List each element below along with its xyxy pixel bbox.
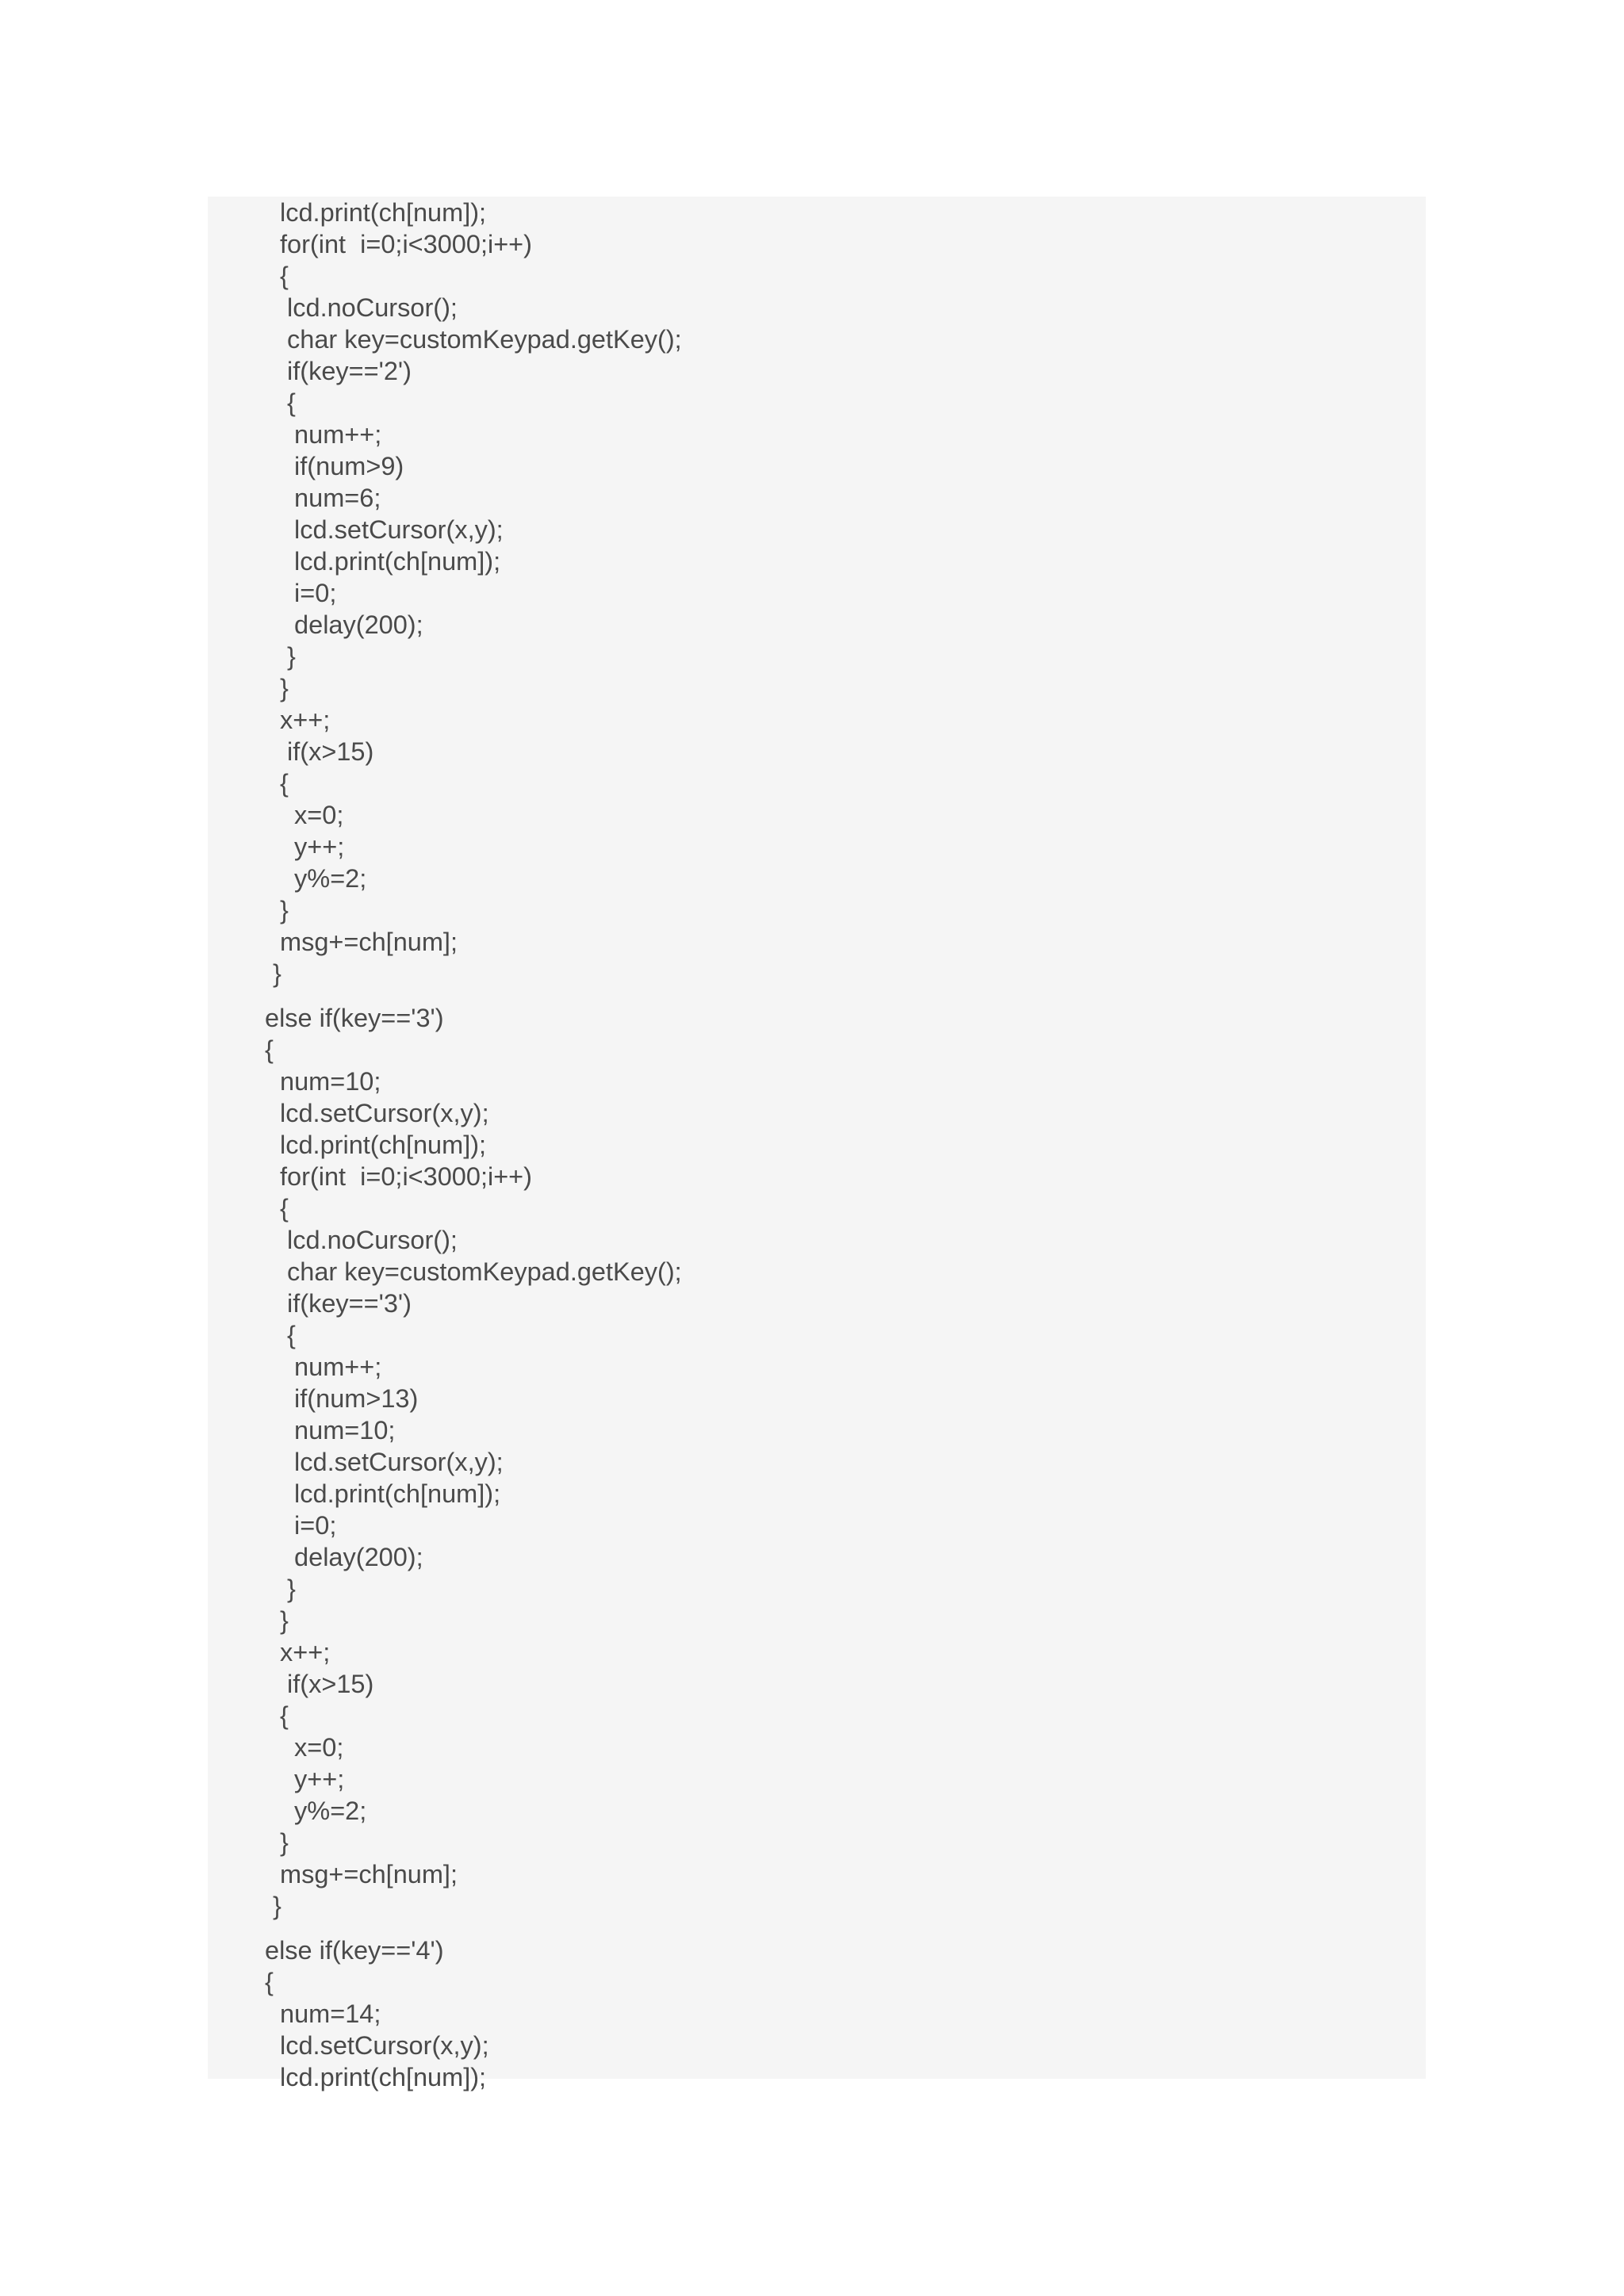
code-line: lcd.setCursor(x,y); — [280, 2031, 489, 2060]
code-line: if(num>13) — [280, 1384, 419, 1413]
code-line: lcd.noCursor(); — [280, 1226, 458, 1254]
code-line: } — [273, 1892, 282, 1920]
code-line: y%=2; — [280, 864, 367, 893]
code-line: { — [280, 1194, 289, 1223]
code-line: lcd.setCursor(x,y); — [280, 1099, 489, 1127]
code-line: lcd.print(ch[num]); — [280, 198, 487, 227]
code-line: for(int i=0;i<3000;i++) — [280, 1162, 532, 1191]
code-line: if(num>9) — [280, 452, 404, 480]
code-line: { — [265, 1968, 274, 1996]
code-line: msg+=ch[num]; — [280, 928, 458, 956]
code-line: delay(200); — [280, 1543, 423, 1571]
code-line: else if(key=='3') — [265, 1004, 444, 1032]
code-line: if(key=='2') — [280, 357, 412, 385]
code-line: x=0; — [280, 801, 344, 829]
code-block — [208, 197, 1426, 2091]
code-line: } — [280, 1575, 296, 1603]
code-line: lcd.print(ch[num]); — [280, 1479, 501, 1508]
code-line: { — [280, 1321, 296, 1349]
code-line: lcd.print(ch[num]); — [280, 2063, 487, 2091]
code-line: } — [280, 1606, 289, 1635]
code-line: lcd.setCursor(x,y); — [280, 515, 504, 544]
code-line: char key=customKeypad.getKey(); — [280, 325, 682, 354]
code-line: } — [280, 674, 289, 702]
code-line: for(int i=0;i<3000;i++) — [280, 230, 532, 258]
code-line: if(x>15) — [280, 1670, 374, 1698]
code-line: msg+=ch[num]; — [280, 1860, 458, 1888]
code-line: } — [280, 642, 296, 671]
code-line: num++; — [280, 420, 382, 449]
code-line: num++; — [280, 1353, 382, 1381]
code-line: i=0; — [280, 579, 337, 607]
code-line: { — [280, 769, 289, 798]
code-line: } — [273, 959, 282, 988]
code-line: num=10; — [280, 1067, 381, 1096]
code-line: if(key=='3') — [280, 1289, 412, 1318]
code-line: lcd.noCursor(); — [280, 293, 458, 322]
code-line: y%=2; — [280, 1797, 367, 1825]
code-line: x=0; — [280, 1733, 344, 1762]
code-line: num=6; — [280, 484, 381, 512]
code-line: char key=customKeypad.getKey(); — [280, 1257, 682, 1286]
code-line: x++; — [280, 706, 331, 734]
code-line: { — [280, 388, 296, 417]
code-line: i=0; — [280, 1511, 337, 1540]
code-line: } — [280, 896, 289, 924]
code-line: { — [280, 262, 289, 290]
code-line: num=10; — [280, 1416, 396, 1445]
code-line: x++; — [280, 1638, 331, 1667]
code-line: { — [265, 1035, 274, 1064]
code-line: { — [280, 1701, 289, 1730]
code-line: y++; — [280, 1765, 345, 1793]
code-line: lcd.setCursor(x,y); — [280, 1448, 504, 1476]
code-line: else if(key=='4') — [265, 1936, 444, 1965]
code-line: num=14; — [280, 1999, 381, 2028]
code-line: } — [280, 1828, 289, 1857]
code-line: lcd.print(ch[num]); — [280, 547, 501, 576]
code-line: y++; — [280, 832, 345, 861]
code-line: if(x>15) — [280, 737, 374, 766]
code-line: delay(200); — [280, 610, 423, 639]
code-line: lcd.print(ch[num]); — [280, 1131, 487, 1159]
